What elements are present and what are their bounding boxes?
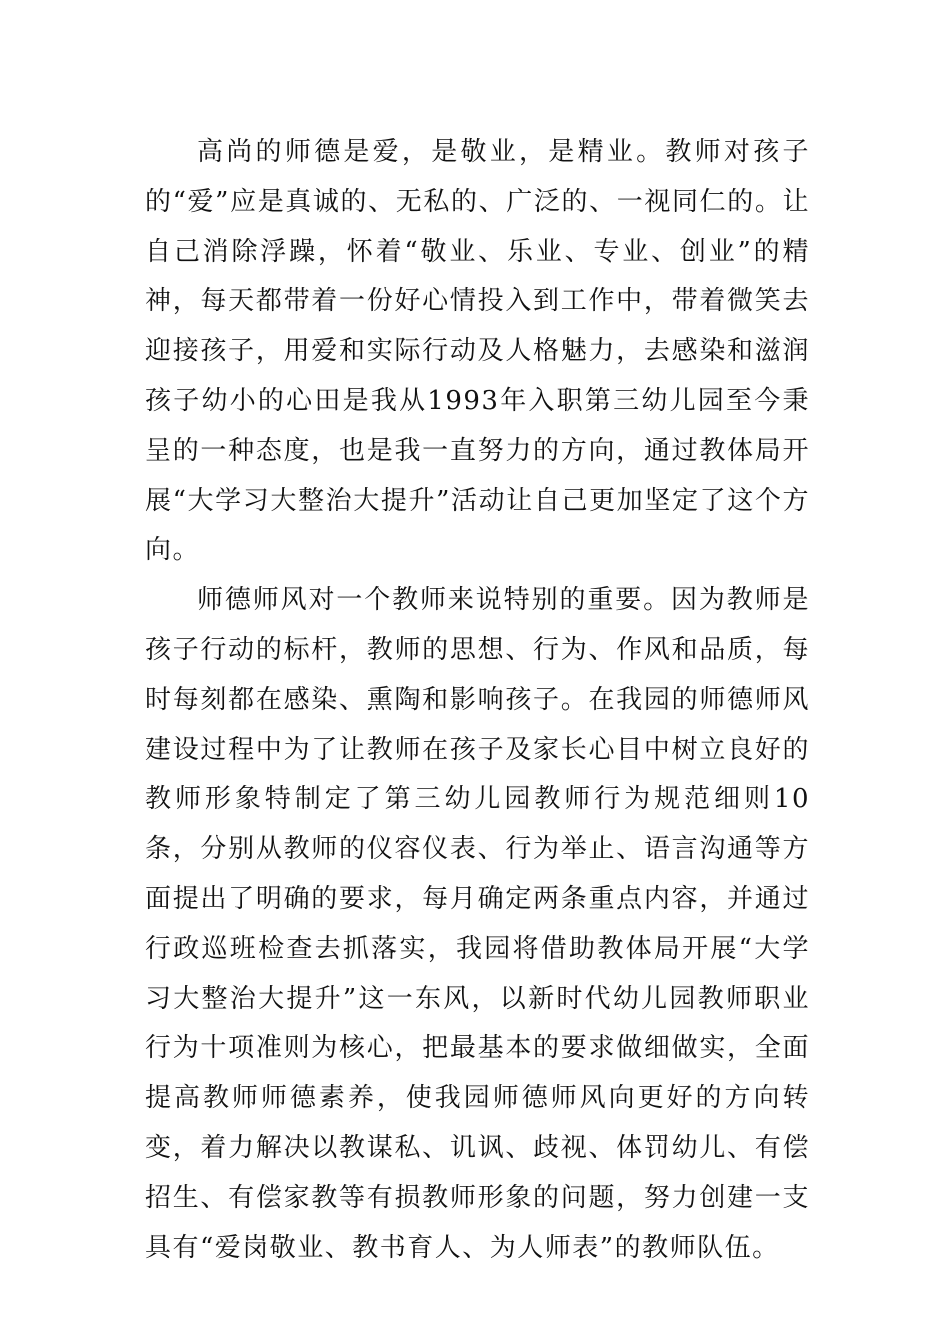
paragraph-2: 师德师风对一个教师来说特别的重要。因为教师是孩子行动的标杆，教师的思想、行为、作风和品质，每时每刻都在感染、熏陶和影响孩子。在我园的师德师风建设过程中为了让教师在孩子及家长心目中树立良好的教师形象特制定了第三幼儿园教师行为规范细则10条，分别从教师的仪容仪表、行为举止、语言沟通等方面提出了明确的要求，每月确定两条重点内容，并通过行政巡班检查去抓落实，我园将借助教体局开展“大学习大整治大提升”这一东风，以新时代幼儿园教师职业行为十项准则为核心，把最基本的要求做细做实，全面提高教师师德素养，使我园师德师风向更好的方向转变，着力解决以教谋私、讥讽、歧视、体罚幼儿、有偿招生、有偿家教等有损教师形象的问题，努力创建一支具有“爱岗敬业、教书育人、为人师表”的教师队伍。 <box>145 585 810 1263</box>
paragraph-1: 高尚的师德是爱，是敬业，是精业。教师对孩子的“爱”应是真诚的、无私的、广泛的、一视同仁的。让自己消除浮躁，怀着“敬业、乐业、专业、创业”的精神，每天都带着一份好心情投入到工作中，带着微笑去迎接孩子，用爱和实际行动及人格魅力，去感染和滋润孩子幼小的心田是我从1993年入职第三幼儿园至今秉呈的一种态度，也是我一直努力的方向，通过教体局开展“大学习大整治大提升”活动让自己更加坚定了这个方向。 <box>145 137 810 566</box>
document-body <box>145 128 810 1273</box>
